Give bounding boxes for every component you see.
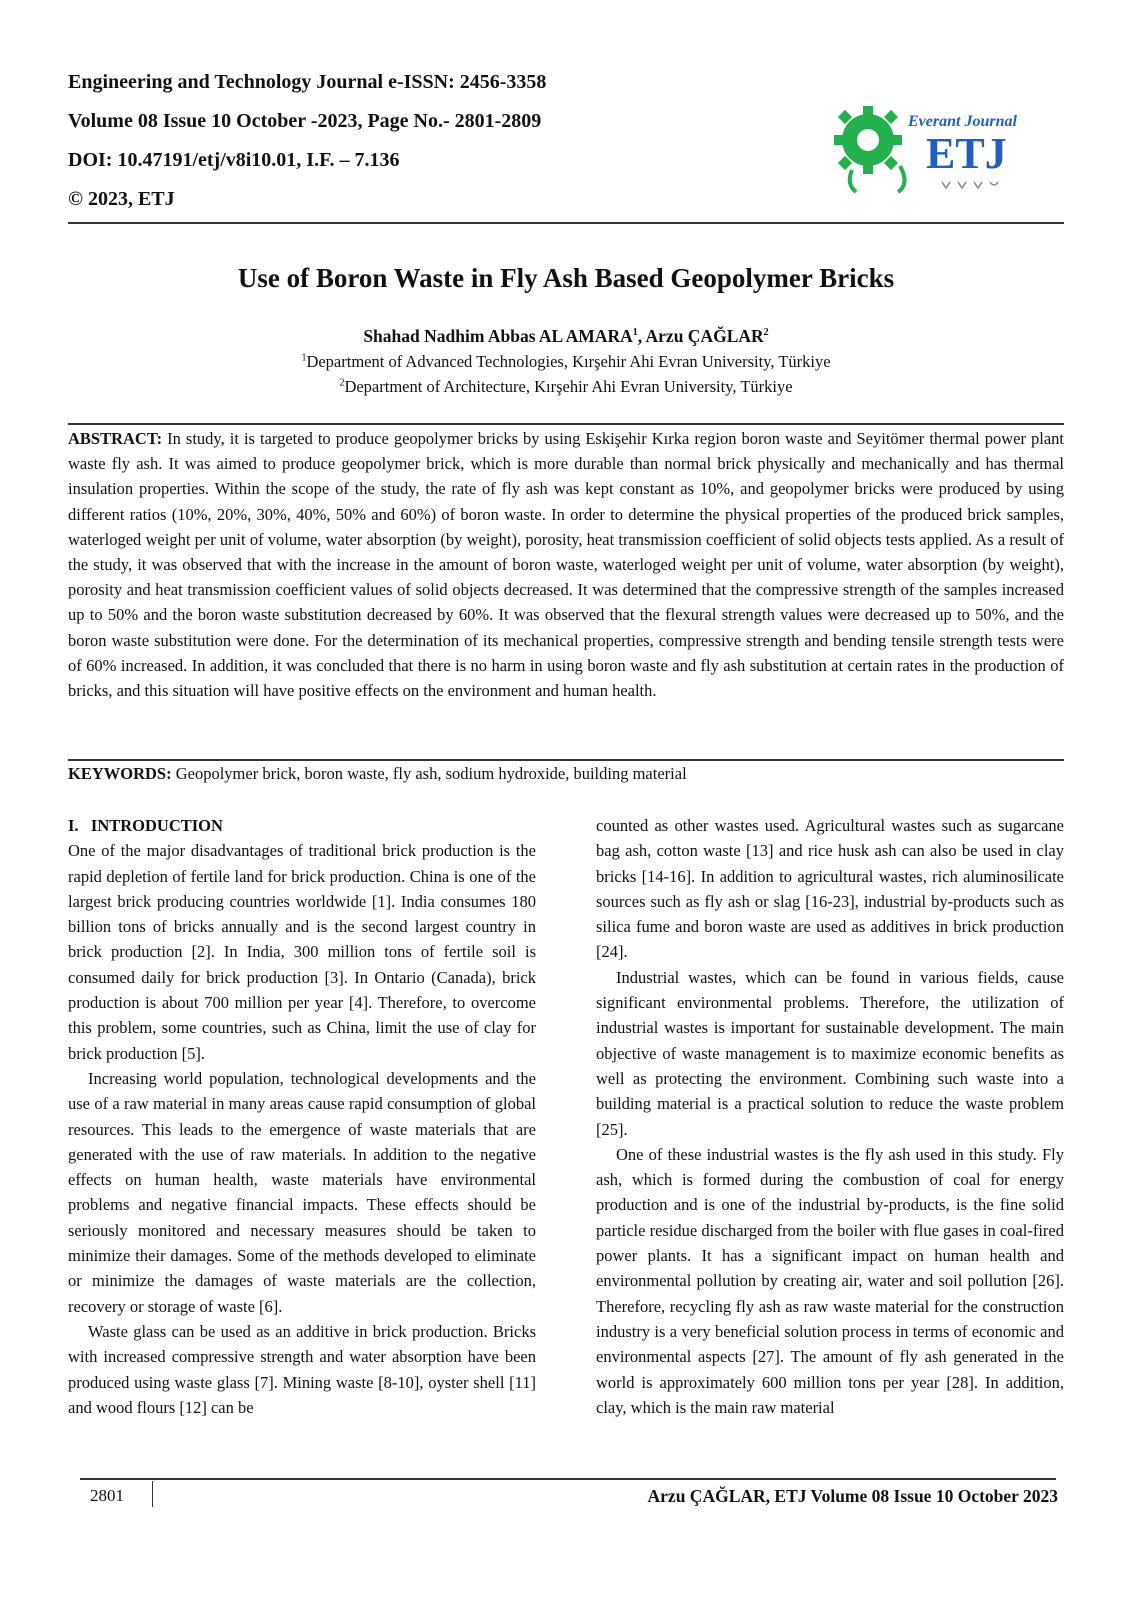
abstract-label: ABSTRACT: bbox=[68, 429, 163, 448]
author-list bbox=[0, 325, 1132, 347]
svg-text:Everant Journal: Everant Journal bbox=[908, 113, 1017, 130]
running-footer: Arzu ÇAĞLAR, ETJ Volume 08 Issue 10 October 2023 bbox=[647, 1486, 1058, 1506]
paragraph: Industrial wastes, which can be found in various fields, cause significant environmental problems. Therefore, the utilization of industrial wastes is important for sustainable development. The main objective of waste management is to maximize economic benefits as well as protecting the environment. Combining such waste into a building material is a practical solution to reduce the waste problem [25]. bbox=[596, 967, 1064, 1139]
etj-logo-icon bbox=[830, 96, 1040, 196]
author-separator: , bbox=[637, 326, 646, 346]
affiliation-1 bbox=[0, 351, 1132, 373]
affiliation-2 bbox=[0, 376, 1132, 398]
author-name: Shahad Nadhim Abbas AL AMARA bbox=[363, 326, 633, 346]
author-name: Arzu ÇAĞLAR bbox=[645, 326, 764, 346]
affil-sup: 1 bbox=[301, 352, 307, 364]
abstract-text: In study, it is targeted to produce geopolymer bricks by using Eskişehir Kırka region boron waste and Seyitömer thermal power plant waste fly ash. It was aimed to produce geopolymer brick, which is more durable than normal brick physically and mechanically and has thermal insulation properties. Within the scope of the study, the rate of fly ash was kept constant as 10%, and geopolymer bricks were produced by using different ratios (10%, 20%, 30%, 40%, 50% and 60%) of boron waste. In order to determine the physical properties of the produced brick samples, waterloged weight per unit of volume, water absorption (by weight), porosity, heat transmission coefficient of solid objects tests applied. As a result of the study, it was observed that with the increase in the amount of boron waste, waterloged weight per unit of volume, water absorption (by weight), porosity and heat transmission coefficient values of solid objects decreased. It was determined that the compressive strength of the samples increased up to 50% and the boron waste substitution decreased by 60%. It was observed that the flexural strength values were decreased up to 50%, and the boron waste substitution were done. For the determination of its mechanical properties, compressive strength and bending tensile strength tests were of 60% increased. In addition, it was concluded that there is no harm in using boron waste and fly ash substitution at certain rates in the production of bricks, and this situation will have positive effects on the environment and human health. bbox=[68, 429, 1064, 701]
journal-title: Engineering and Technology Journal e-ISSN: 2456-3358 bbox=[68, 71, 547, 93]
volume-info: Volume 08 Issue 10 October -2023, Page No.- 2801-2809 bbox=[68, 110, 542, 132]
affil-text: Department of Architecture, Kırşehir Ahi Evran University, Türkiye bbox=[344, 377, 793, 396]
keywords-label: KEYWORDS: bbox=[68, 764, 172, 783]
svg-text:ETJ: ETJ bbox=[926, 129, 1007, 178]
affil-sup: 2 bbox=[339, 377, 345, 389]
paper-title: Use of Boron Waste in Fly Ash Based Geopolymer Bricks bbox=[237, 263, 895, 293]
gear-icon bbox=[834, 106, 902, 174]
abstract-top-rule bbox=[68, 423, 1064, 425]
paragraph: counted as other wastes used. Agricultural wastes such as sugarcane bag ash, cotton waste [13] and rice husk ash can also be used in clay bricks [14-16]. In addition to agricultural wastes, rich aluminosilicate sources such as fly ash or slag [16-23], industrial by-products such as silica fume and boron waste are used as additives in brick production [24]. bbox=[596, 816, 1064, 962]
affil-text: Department of Advanced Technologies, Kırşehir Ahi Evran University, Türkiye bbox=[306, 352, 831, 371]
paragraph: Waste glass can be used as an additive in brick production. Bricks with increased compressive strength and water absorption have been produced using waste glass [7]. Mining waste [8-10], oyster shell [11] and wood flours [12] can be bbox=[68, 1321, 536, 1417]
right-column bbox=[596, 813, 1064, 1420]
author-sup: 1 bbox=[632, 327, 638, 339]
footer-rule bbox=[80, 1478, 1056, 1480]
author-sup: 2 bbox=[763, 327, 769, 339]
abstract bbox=[68, 426, 1064, 703]
copyright: © 2023, ETJ bbox=[68, 188, 175, 210]
footer-divider bbox=[152, 1481, 153, 1507]
header-rule bbox=[68, 222, 1064, 224]
paragraph: One of the major disadvantages of traditional brick production is the rapid depletion of fertile land for brick production. China is one of the largest brick producing countries worldwide [1]. India consumes 180 billion tons of bricks annually and is the second largest country in brick production [2]. In India, 300 million tons of fertile soil is consumed daily for brick production [3]. In Ontario (Canada), brick production is about 700 million per year [4]. Therefore, to overcome this problem, some countries, such as China, limit the use of clay for brick production [5]. bbox=[68, 841, 536, 1063]
left-column bbox=[68, 813, 536, 1420]
paragraph: Increasing world population, technological developments and the use of a raw material in many areas cause rapid consumption of global resources. This leads to the emergence of waste materials that are generated with the use of raw materials. In addition to the negative effects on human health, waste materials have environmental problems and negative financial impacts. These effects should be seriously monitored and necessary measures should be taken to minimize their damages. Some of the methods developed to eliminate or minimize the damages of waste materials are the collection, recovery or storage of waste [6]. bbox=[68, 1068, 536, 1316]
keywords bbox=[68, 763, 1064, 785]
page-number: 2801 bbox=[90, 1486, 124, 1505]
section-heading: I. INTRODUCTION bbox=[68, 816, 223, 835]
doi-info: DOI: 10.47191/etj/v8i10.01, I.F. – 7.136 bbox=[68, 149, 400, 171]
abstract-bottom-rule bbox=[68, 759, 1064, 761]
keywords-text: Geopolymer brick, boron waste, fly ash, sodium hydroxide, building material bbox=[171, 764, 687, 783]
journal-logo bbox=[830, 96, 1040, 196]
paragraph: One of these industrial wastes is the fly ash used in this study. Fly ash, which is formed during the combustion of coal for energy production and is one of the industrial by-products, is the fine solid particle residue discharged from the boiler with flue gases in coal-fired power plants. It has a significant impact on human health and environmental pollution by creating air, water and soil pollution [26]. Therefore, recycling fly ash as raw waste material for the construction industry is a very beneficial solution process in terms of economic and environmental aspects [27]. The amount of fly ash generated in the world is approximately 600 million tons per year [28]. In addition, clay, which is the main raw material bbox=[596, 1144, 1064, 1417]
